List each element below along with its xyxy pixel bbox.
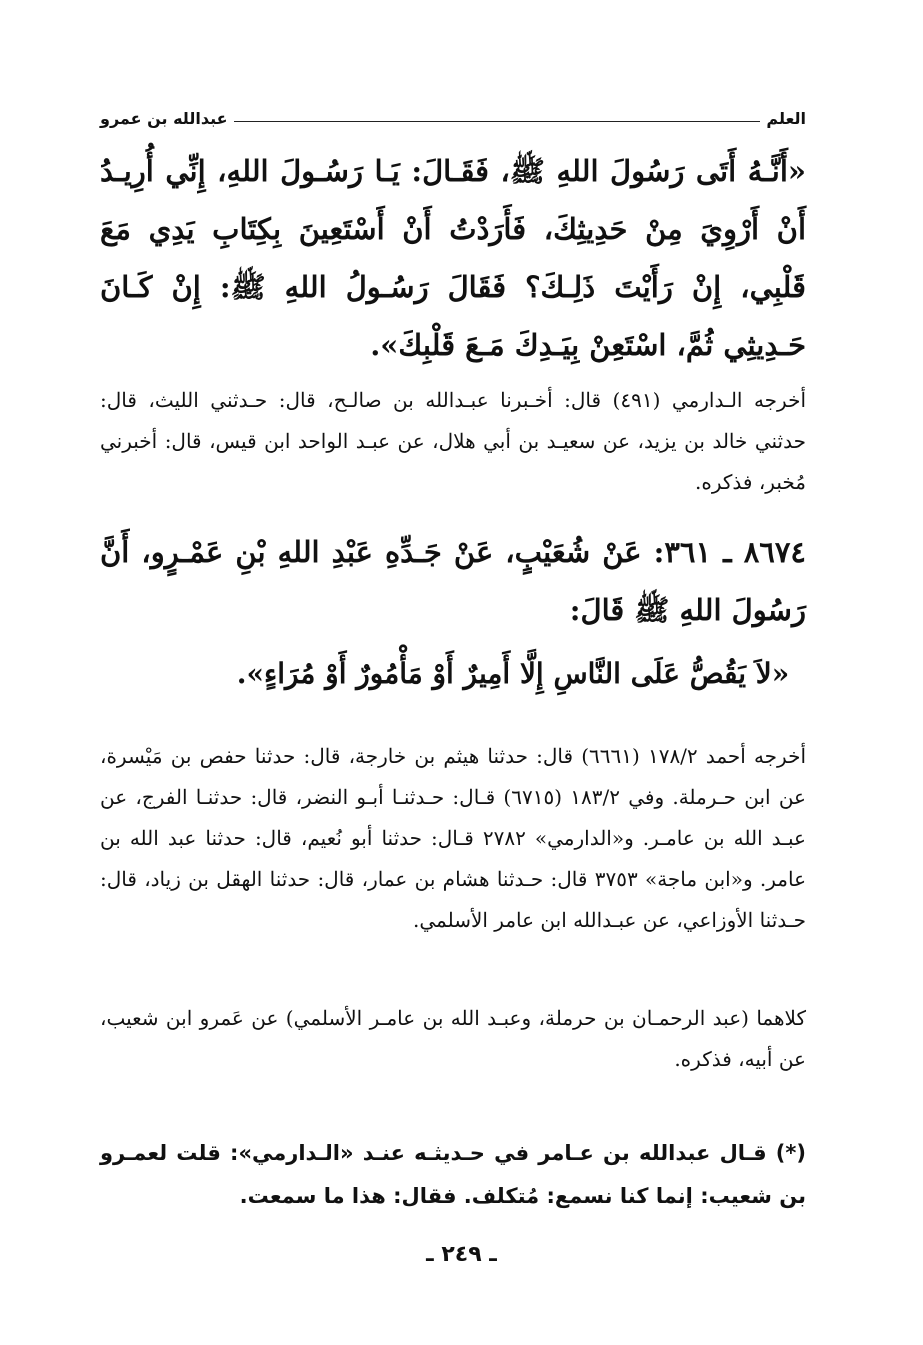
header-chapter: العلم	[766, 109, 806, 128]
hadith-text-1: «أَنَّـهُ أَتَى رَسُولَ اللهِ ﷺ، فَقَـالَ: يَـا رَسُـولَ اللهِ، إِنِّي أُرِيـدُ أَنْ أَرْوِيَ مِنْ حَدِيثِكَ، فَأَرَدْتُ أَنْ أَسْتَعِينَ بِكِتَابِ يَدِي مَعَ قَلْبِي، إِنْ رَأَيْتَ ذَلِـكَ؟ فَقَالَ رَسُـولُ اللهِ ﷺ: إِنْ كَـانَ حَـدِيثِي ثُمَّ، اسْتَعِنْ بِيَـدِكَ مَـعَ قَلْبِكَ».	[100, 154, 806, 362]
hadith-heading-2: ٨٦٧٤ ـ ٣٦١: عَنْ شُعَيْبٍ، عَنْ جَـدِّهِ عَبْدِ اللهِ بْنِ عَمْـرٍو، أَنَّ رَسُولَ اللهِ ﷺ قَالَ:	[100, 535, 806, 627]
hadith-quote-2: «لاَ يَقُصُّ عَلَى النَّاسِ إِلَّا أَمِيرٌ أَوْ مَأْمُورٌ أَوْ مُرَاءٍ».	[236, 657, 790, 690]
header-rule	[234, 121, 761, 122]
takhrij-paragraph-2: أخرجه أحمد ١٧٨/٢ (٦٦٦١) قال: حدثنا هيثم بن خارجة، قال: حدثنا حفص بن مَيْسرة، عن ابن حـرملة. وفي ١٨٣/٢ (٦٧١٥) قـال: حـدثنـا أبـو النضر، قال: حدثنـا الفرج، عن عبـد الله بن عامـر. و«الدارمي» ٢٧٨٢ قـال: حدثنا أبو نُعيم، قال: حدثنا عبد الله بن عامر. و«ابن ماجة» ٣٧٥٣ قال: حـدثنا هشام بن عمار، قال: حدثنا الهقل بن زياد، قال: حـدثنا الأوزاعي، عن عبـدالله ابن عامر الأسلمي.	[100, 744, 807, 932]
header-subject: عبدالله بن عمرو	[100, 109, 228, 128]
takhrij-paragraph-1: أخرجه الـدارمي (٤٩١) قال: أخـبرنا عبـدالله بن صالـح، قال: حـدثني الليث، قال: حدثني خالد بن يزيد، عن سعيـد بن أبي هلال، عن عبـد الواحد ابن قيس، قال: أخبرني مُخبر، فذكره.	[100, 388, 806, 494]
takhrij-paragraph-3: كلاهما (عبد الرحمـان بن حرملة، وعبـد الله بن عامـر الأسلمي) عن عَمرو ابن شعيب، عن أبيه، فذكره.	[100, 1006, 806, 1071]
footnote: (*) قـال عبدالله بن عـامر في حـديثـه عنـد «الـدارمي»: قلت لعمـرو بن شعيب: إنما كنا نسمع: مُتكلف. فقال: هذا ما سمعت.	[100, 1141, 806, 1208]
running-header	[100, 102, 806, 128]
page-number: ـ ٢٤٩ ـ	[426, 1242, 497, 1267]
